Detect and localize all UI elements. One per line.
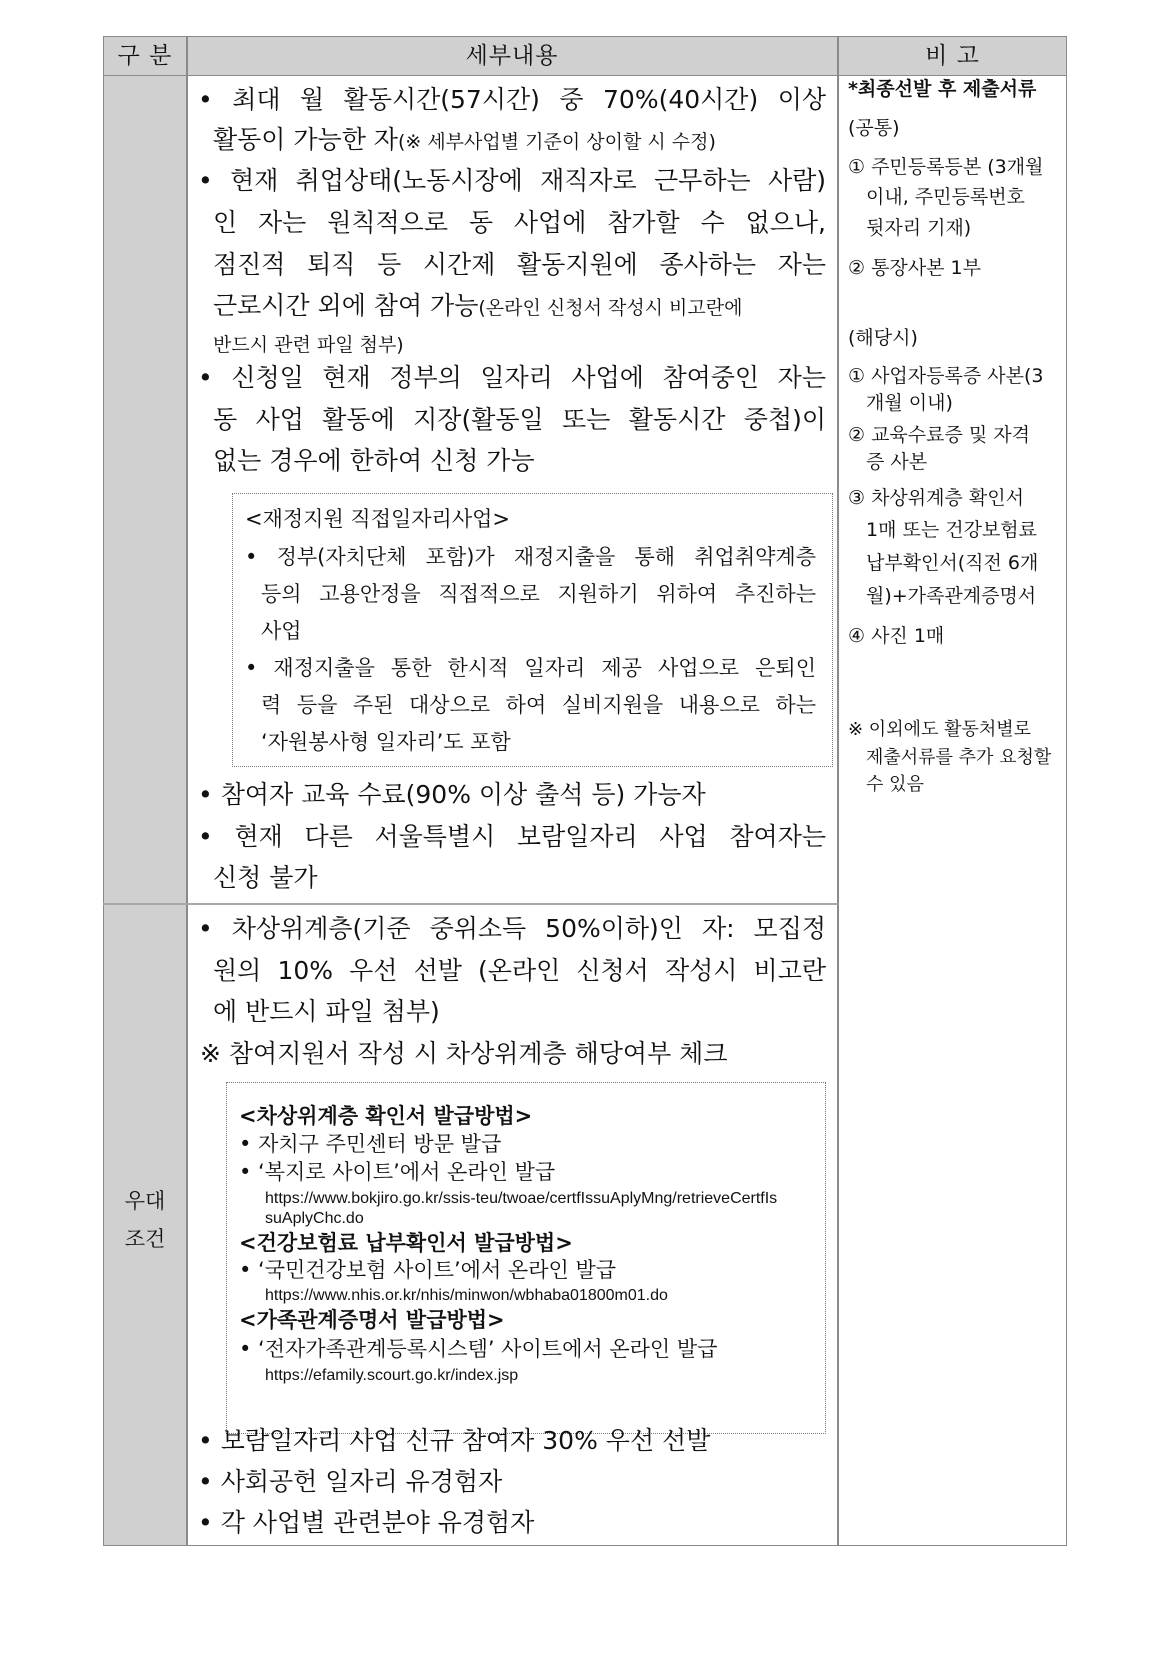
box-line: 등의 고용안정을 직접적으로 지원하기 위하여 추진하는: [261, 582, 816, 606]
remarks-item: ④ 사진 1매: [848, 625, 945, 647]
box-line: • ‘복지로 사이트’에서 온라인 발급: [239, 1160, 556, 1184]
detail-line: • 차상위계층(기준 중위소득 50%이하)인 자: 모집정: [198, 914, 826, 943]
detail-line: 인 자는 원칙적으로 동 사업에 참가할 수 없으나,: [213, 208, 826, 237]
box-title: <가족관계증명서 발급방법>: [239, 1308, 505, 1332]
url-link[interactable]: https://www.bokjiro.go.kr/ssis-teu/twoae/certfIssuAplyMng/retrieveCertfIs: [265, 1190, 778, 1207]
info-box-direct-jobs: [232, 493, 833, 767]
detail-line: • 참여자 교육 수료(90% 이상 출석 등) 가능자: [198, 780, 706, 809]
remarks-item: ① 사업자등록증 사본(3: [848, 365, 1044, 387]
remarks-item: ① 주민등록등본 (3개월: [848, 156, 1044, 178]
detail-line: • 각 사업별 관련분야 유경험자: [198, 1508, 535, 1537]
header-remarks: 비 고: [925, 43, 980, 69]
remarks-item: 개월 이내): [866, 392, 953, 414]
remarks-note: ※ 이외에도 활동처별로: [848, 719, 1032, 740]
remarks-item: ② 통장사본 1부: [848, 257, 981, 279]
remarks-item: ② 교육수료증 및 자격: [848, 424, 1030, 446]
detail-line: • 현재 취업상태(노동시장에 재직자로 근무하는 사람): [198, 166, 826, 195]
remarks-item: 이내, 주민등록번호: [866, 186, 1025, 208]
detail-line: • 최대 월 활동시간(57시간) 중 70%(40시간) 이상: [198, 85, 826, 114]
category-label-line1: 우대: [124, 1189, 166, 1213]
remarks-title: *최종선발 후 제출서류: [848, 78, 1037, 100]
box-title: <차상위계층 확인서 발급방법>: [239, 1104, 533, 1128]
box-line: • ‘전자가족관계등록시스템’ 사이트에서 온라인 발급: [239, 1337, 718, 1361]
detail-line: 에 반드시 파일 첨부): [213, 997, 440, 1026]
box-line: 력 등을 주된 대상으로 하여 실비지원을 내용으로 하는: [261, 693, 816, 717]
box-title: <건강보험료 납부확인서 발급방법>: [239, 1231, 573, 1255]
detail-line: 근로시간 외에 참여 가능(온라인 신청서 작성시 비고란에: [213, 291, 743, 320]
detail-line: 동 사업 활동에 지장(활동일 또는 활동시간 중첩)이: [213, 405, 826, 434]
remarks-item: 뒷자리 기재): [866, 217, 972, 239]
detail-line: 원의 10% 우선 선발 (온라인 신청서 작성시 비고란: [213, 956, 826, 985]
box-line: • ‘국민건강보험 사이트’에서 온라인 발급: [239, 1258, 617, 1282]
box-line: ‘자원봉사형 일자리’도 포함: [261, 730, 511, 754]
remarks-item: 1매 또는 건강보험료: [866, 519, 1037, 541]
remarks-item: 월)+가족관계증명서: [866, 585, 1037, 607]
remarks-item: 증 사본: [866, 451, 928, 473]
remarks-note: 수 있음: [866, 774, 924, 795]
remarks-note: 제출서류를 추가 요청할: [866, 747, 1052, 768]
url-link[interactable]: suAplyChc.do: [265, 1210, 364, 1227]
detail-line: 없는 경우에 한하여 신청 가능: [213, 446, 535, 475]
remarks-item: 납부확인서(직전 6개: [866, 552, 1039, 574]
checkbox-note: ※ 참여지원서 작성 시 차상위계층 해당여부 체크: [200, 1039, 728, 1068]
detail-line: • 사회공헌 일자리 유경험자: [198, 1467, 503, 1496]
section-divider: [103, 903, 838, 905]
remarks-item: ③ 차상위계층 확인서: [848, 487, 1024, 509]
detail-line: • 현재 다른 서울특별시 보람일자리 사업 참여자는: [198, 822, 826, 851]
info-box-issuance-methods: [226, 1082, 826, 1434]
detail-line: 신청 불가: [213, 863, 318, 892]
box-line: • 재정지출을 통한 한시적 일자리 제공 사업으로 은퇴인: [245, 656, 816, 680]
column-divider-1: [186, 36, 188, 1546]
header-details: 세부내용: [465, 43, 559, 69]
remarks-conditional-label: (해당시): [848, 327, 918, 349]
column-divider-2: [837, 36, 839, 1546]
detail-line: • 신청일 현재 정부의 일자리 사업에 참여중인 자는: [198, 363, 826, 392]
detail-line: 활동이 가능한 자(※ 세부사업별 기준이 상이할 시 수정): [213, 125, 716, 154]
url-link[interactable]: https://www.nhis.or.kr/nhis/minwon/wbhaba01800m01.do: [265, 1287, 668, 1304]
box-line: • 자치구 주민센터 방문 발급: [239, 1132, 502, 1156]
detail-line: 반드시 관련 파일 첨부): [213, 334, 404, 356]
remarks-common-label: (공통): [848, 117, 900, 139]
box-line: • 정부(자치단체 포함)가 재정지출을 통해 취업취약계층: [245, 545, 816, 569]
box-line: 사업: [261, 619, 302, 643]
detail-line: • 보람일자리 사업 신규 참여자 30% 우선 선발: [198, 1426, 711, 1455]
category-label-line2: 조건: [124, 1227, 166, 1251]
header-category: 구 분: [117, 43, 173, 69]
url-link[interactable]: https://efamily.scourt.go.kr/index.jsp: [265, 1367, 519, 1384]
box-title: <재정지원 직접일자리사업>: [245, 507, 511, 531]
detail-line: 점진적 퇴직 등 시간제 활동지원에 종사하는 자는: [213, 250, 826, 279]
